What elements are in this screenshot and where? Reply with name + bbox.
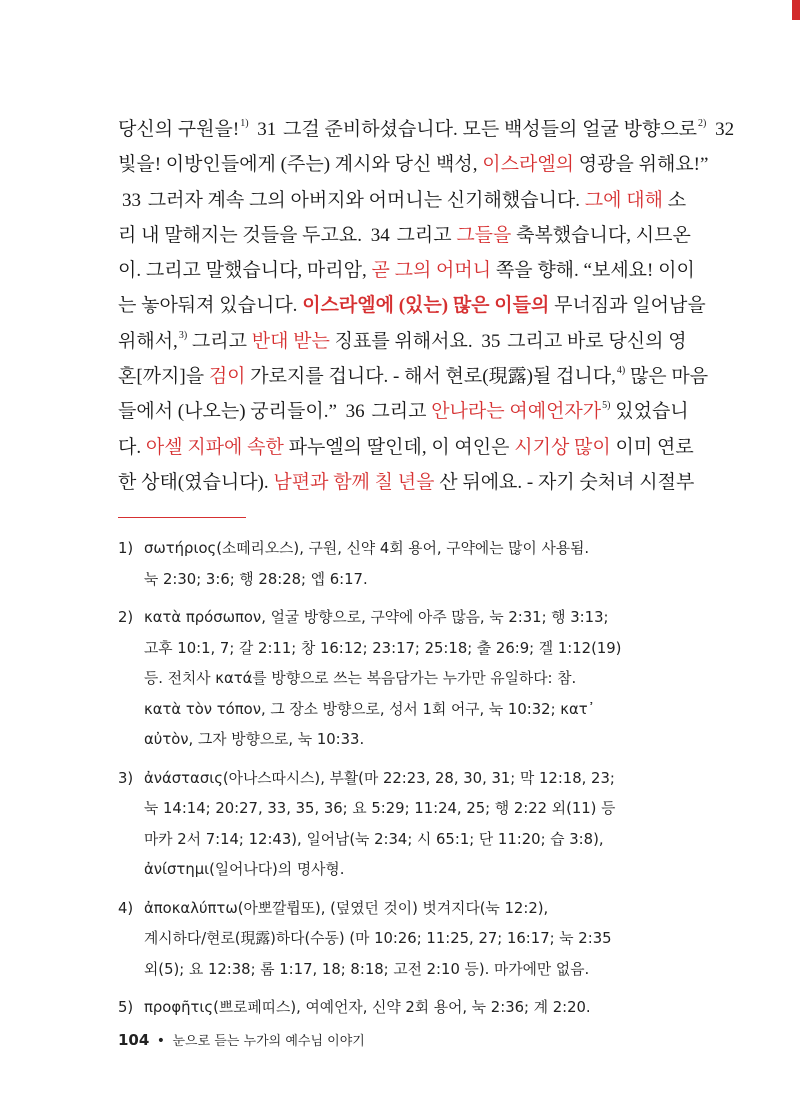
text-run: 빛을! 이방인들에게 (주는) 계시와 당신 백성, [118,154,483,176]
highlighted-phrase-bold: 이스라엘에 (있는) 많은 이들의 [302,295,550,317]
text-run: 쪽을 향해. “보세요! 이이 [491,260,695,282]
body-line-9 [118,394,689,429]
footnote-number: 2) [118,609,134,626]
text-run: 당신의 구원을! [118,119,240,140]
verse-number-32: 32 [715,119,735,140]
text-run: 소 [662,189,687,211]
highlighted-phrase: 그들을 [456,224,512,246]
footnote-divider [118,517,246,518]
body-line-6 [118,288,706,323]
text-run: 무너짐과 일어남을 [549,295,706,317]
book-title: 눈으로 듣는 누가의 예수님 이야기 [172,1034,365,1049]
footnote-5 [118,993,664,1024]
text-run: 혼[까지]을 [118,366,209,388]
text-run: 그러자 계속 그의 아버지와 어머니는 신기해했습니다. [147,189,585,211]
scripture-body [118,112,735,500]
highlighted-phrase: 곧 그의 어머니 [371,260,492,282]
text-run: 한 상태(였습니다). [118,471,274,493]
footnote-line: κατὰ τὸν τόπον, 그 장소 방향으로, 성서 1회 어구, 눅 10:32; κατ᾽ [144,700,596,718]
body-line-8 [118,359,709,394]
highlighted-phrase: 반대 받는 [251,330,330,352]
footnote-number: 4) [118,899,134,917]
footnote-number: 1) [118,540,134,557]
text-run: 가로지를 겁니다. - 해서 현로(現露)될 겁니다, [245,366,616,388]
corner-color-tab [792,0,800,20]
footnote-line: σωτήριος(소떼리오스), 구원, 신약 4회 용어, 구약에는 많이 사용됨. [144,540,590,557]
text-run: 그리고 바로 당신의 영 [507,330,687,352]
footnote-line: 외(5); 요 12:38; 롬 1:17, 18; 8:18; 고전 2:10 등). 마가에만 없음. [144,960,590,978]
text-run: 산 뒤에요. - 자기 숫처녀 시절부 [434,471,695,493]
footnote-ref-5[interactable]: 5) [602,400,611,412]
body-line-11 [118,465,695,500]
text-run: 는 놓아둬져 있습니다. [118,295,303,317]
highlighted-phrase: 남편과 함께 칠 년을 [273,471,435,493]
footnote-ref-3[interactable]: 3) [178,329,188,341]
footnote-line: 고후 10:1, 7; 갈 2:11; 창 16:12; 23:17; 25:18; 출 26:9; 겔 1:12(19) [144,639,622,657]
footnote-line: προφῆτις(쁘로페띠스), 여예언자, 신약 2회 용어, 눅 2:36; 계 2:20. [144,999,591,1016]
verse-number-36: 36 [345,401,365,423]
text-run: 이. 그리고 말했습니다, 마리암, [118,260,372,282]
verse-number-33: 33 [122,189,141,211]
verse-number-34: 34 [370,224,390,246]
footnote-line: 눅 2:30; 3:6; 행 28:28; 엡 6:17. [144,570,368,588]
footnote-ref-4[interactable]: 4) [616,365,626,377]
footnote-ref-2[interactable]: 2) [697,118,707,129]
highlighted-phrase: 아셀 지파에 속한 [145,436,284,458]
body-line-7 [118,324,687,359]
text-run: 파누엘의 딸인데, 이 여인은 [283,436,515,458]
body-line-5 [118,253,695,288]
footnote-line: 마카 2서 7:14; 12:43), 일어남(눅 2:34; 시 65:1; 단 11:20; 습 3:8), [144,830,604,848]
highlighted-phrase: 그에 대해 [584,189,663,211]
text-run: 축복했습니다, 시므온 [511,224,691,246]
highlighted-phrase: 안나라는 여예언자가 [431,401,602,423]
body-line-4 [118,218,691,253]
page-number: 104 [118,1031,150,1049]
text-run: 위해서, [118,330,178,352]
footnote-number: 3) [118,769,134,787]
text-run: 많은 마음 [625,366,709,388]
footnote-line: ἀποκαλύπτω(아뽀깔륍또), (덮였던 것이) 벗겨지다(눅 12:2), [144,899,549,917]
text-run: 그리고 [371,401,432,423]
text-run: 그리고 [187,330,252,352]
verse-number-35: 35 [481,330,501,352]
footnote-3 [118,764,664,886]
footnote-1 [118,534,664,595]
bullet-separator: • [156,1033,166,1049]
body-line-3 [118,183,687,218]
footnote-ref-1[interactable]: 1) [240,118,249,129]
footnote-2 [118,603,664,756]
highlighted-phrase: 검이 [208,366,246,388]
highlighted-phrase: 이스라엘의 [482,154,575,176]
text-run: 있었습니 [610,401,689,423]
body-line-10 [118,430,694,465]
text-run: 이미 연로 [610,436,694,458]
footnote-4 [118,894,664,986]
text-run: 영광을 위해요!” [574,154,709,176]
footnote-line: κατὰ πρόσωπον, 얼굴 방향으로, 구약에 아주 많음, 눅 2:31; 행 3:13; [144,609,609,626]
footnote-line: ἀνίστημι(일어나다)의 명사형. [144,861,345,878]
footnotes-section [118,534,664,1032]
verse-number-31: 31 [257,119,277,140]
text-run: 징표를 위해서요. [329,330,473,352]
body-line-2 [118,147,709,182]
footnote-line: ἀνάστασις(아나스따시스), 부활(마 22:23, 28, 30, 31; 막 12:18, 23; [144,769,615,787]
highlighted-phrase: 시기상 많이 [514,436,611,458]
text-run: 리 내 말해지는 것들을 두고요. [118,224,362,246]
text-run: 그걸 준비하셨습니다. 모든 백성들의 얼굴 방향으로 [283,119,697,140]
footnote-line: αὐτὸν, 그자 방향으로, 눅 10:33. [144,731,365,748]
text-run: 그리고 [396,224,457,246]
text-run: 들에서 (나오는) 궁리들이.” [118,401,337,423]
footnote-line: 눅 14:14; 20:27, 33, 35, 36; 요 5:29; 11:24, 25; 행 2:22 외(11) 등 [144,800,616,817]
text-run: 다. [118,436,146,458]
page-footer [118,1030,365,1049]
body-line-1 [118,112,735,147]
footnote-number: 5) [118,999,134,1016]
footnote-line: 등. 전치사 κατά를 방향으로 쓰는 복음담가는 누가만 유일하다: 참. [144,670,577,687]
footnote-line: 계시하다/현로(現露)하다(수동) (마 10:26; 11:25, 27; 16:17; 눅 2:35 [144,930,612,947]
